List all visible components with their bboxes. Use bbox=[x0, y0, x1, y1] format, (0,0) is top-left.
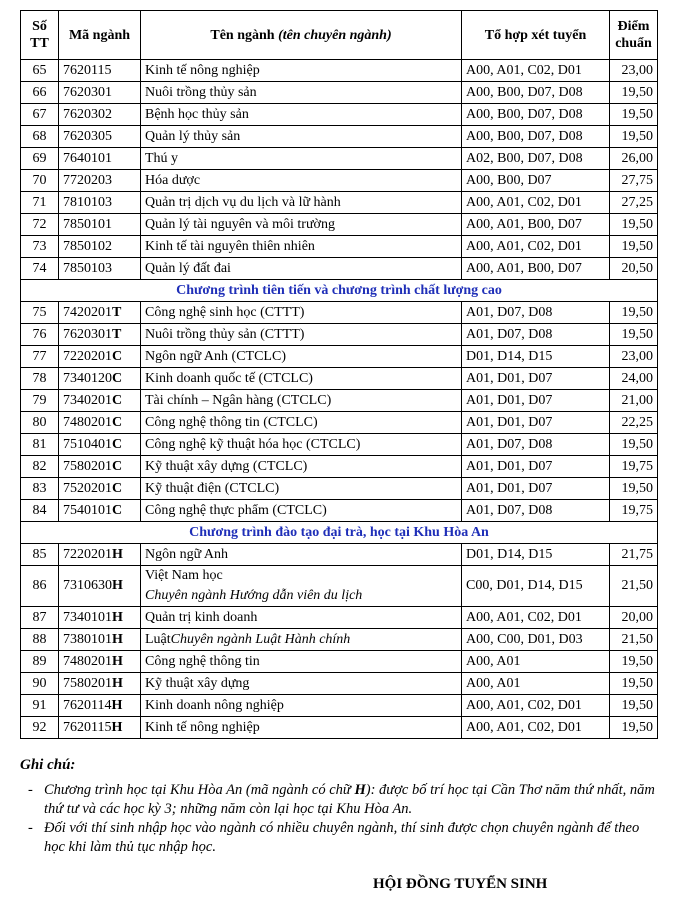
table-row bbox=[21, 346, 658, 368]
cell-combo: A00, B00, D07 bbox=[462, 170, 610, 192]
cell-stt: 83 bbox=[21, 478, 59, 500]
cell-code: 7580201C bbox=[59, 456, 141, 478]
cell-combo: A01, D01, D07 bbox=[462, 390, 610, 412]
header-name: Tên ngành (tên chuyên ngành) bbox=[141, 11, 462, 60]
cell-stt: 67 bbox=[21, 104, 59, 126]
table-row bbox=[21, 566, 658, 607]
cell-name: Kinh tế nông nghiệp bbox=[141, 60, 462, 82]
table-row bbox=[21, 126, 658, 148]
cell-combo: A01, D01, D07 bbox=[462, 368, 610, 390]
cell-name: Kinh doanh nông nghiệp bbox=[141, 695, 462, 717]
header-score: Điểm chuẩn bbox=[610, 11, 658, 60]
cell-code: 7480201H bbox=[59, 651, 141, 673]
cell-name: Công nghệ kỹ thuật hóa học (CTCLC) bbox=[141, 434, 462, 456]
header-combo: Tổ hợp xét tuyển bbox=[462, 11, 610, 60]
table-body-section-b bbox=[21, 280, 658, 302]
table-row bbox=[21, 368, 658, 390]
cell-score: 19,50 bbox=[610, 717, 658, 739]
cell-score: 19,50 bbox=[610, 434, 658, 456]
cell-score: 27,25 bbox=[610, 192, 658, 214]
notes-heading: Ghi chú: bbox=[20, 757, 76, 773]
cell-stt: 73 bbox=[21, 236, 59, 258]
cell-stt: 75 bbox=[21, 302, 59, 324]
cell-combo: A00, C00, D01, D03 bbox=[462, 629, 610, 651]
cell-score: 19,75 bbox=[610, 500, 658, 522]
cell-score: 26,00 bbox=[610, 148, 658, 170]
cell-stt: 82 bbox=[21, 456, 59, 478]
cell-stt: 85 bbox=[21, 544, 59, 566]
cell-score: 19,50 bbox=[610, 82, 658, 104]
cell-combo: A00, B00, D07, D08 bbox=[462, 104, 610, 126]
cell-code: 7850102 bbox=[59, 236, 141, 258]
table-body-section-c bbox=[21, 522, 658, 651]
cell-score: 21,50 bbox=[610, 566, 658, 607]
cell-stt: 66 bbox=[21, 82, 59, 104]
table-row bbox=[21, 192, 658, 214]
table-body-hoa-an bbox=[21, 651, 658, 739]
cell-score: 19,50 bbox=[610, 673, 658, 695]
cell-code: 7620302 bbox=[59, 104, 141, 126]
cell-stt: 72 bbox=[21, 214, 59, 236]
table-row bbox=[21, 695, 658, 717]
cell-stt: 91 bbox=[21, 695, 59, 717]
cell-stt: 79 bbox=[21, 390, 59, 412]
cell-combo: A00, A01, C02, D01 bbox=[462, 236, 610, 258]
cell-code: 7620301 bbox=[59, 82, 141, 104]
cell-score: 20,50 bbox=[610, 258, 658, 280]
table-row bbox=[21, 148, 658, 170]
cell-score: 20,00 bbox=[610, 607, 658, 629]
cell-combo: A00, A01, C02, D01 bbox=[462, 717, 610, 739]
notes-list bbox=[28, 781, 658, 857]
cell-stt: 90 bbox=[21, 673, 59, 695]
cell-combo: A01, D07, D08 bbox=[462, 500, 610, 522]
cell-score: 19,50 bbox=[610, 302, 658, 324]
table-row bbox=[21, 258, 658, 280]
cell-code: 7810103 bbox=[59, 192, 141, 214]
cell-score: 19,50 bbox=[610, 236, 658, 258]
table-row bbox=[21, 629, 658, 651]
cell-code: 7540101C bbox=[59, 500, 141, 522]
cell-code: 7340120C bbox=[59, 368, 141, 390]
cell-code: 7340101H bbox=[59, 607, 141, 629]
cell-combo: A00, A01, C02, D01 bbox=[462, 60, 610, 82]
table-row bbox=[21, 673, 658, 695]
cell-score: 23,00 bbox=[610, 346, 658, 368]
cell-combo: A00, A01 bbox=[462, 673, 610, 695]
cell-code: 7580201H bbox=[59, 673, 141, 695]
cell-name: Kinh doanh quốc tế (CTCLC) bbox=[141, 368, 462, 390]
cell-code: 7620115H bbox=[59, 717, 141, 739]
cell-stt: 68 bbox=[21, 126, 59, 148]
cell-name: Thú y bbox=[141, 148, 462, 170]
note-item: - Đối với thí sinh nhập học vào ngành có nhiều chuyên ngành, thí sinh được chọn chuyên ngành để theo học khi làm thủ tục nhập học. bbox=[28, 820, 640, 855]
cell-stt: 84 bbox=[21, 500, 59, 522]
admission-score-table bbox=[20, 10, 658, 739]
cell-stt: 80 bbox=[21, 412, 59, 434]
cell-stt: 88 bbox=[21, 629, 59, 651]
table-row bbox=[21, 478, 658, 500]
cell-score: 19,50 bbox=[610, 104, 658, 126]
cell-stt: 78 bbox=[21, 368, 59, 390]
cell-code: 7640101 bbox=[59, 148, 141, 170]
cell-score: 21,75 bbox=[610, 544, 658, 566]
cell-name: Công nghệ thông tin bbox=[141, 651, 462, 673]
cell-score: 21,50 bbox=[610, 629, 658, 651]
cell-score: 19,50 bbox=[610, 651, 658, 673]
cell-code: 7620301T bbox=[59, 324, 141, 346]
cell-name: Quản trị kinh doanh bbox=[141, 607, 462, 629]
cell-code: 7220201C bbox=[59, 346, 141, 368]
cell-combo: A01, D01, D07 bbox=[462, 412, 610, 434]
cell-combo: A01, D07, D08 bbox=[462, 324, 610, 346]
cell-stt: 92 bbox=[21, 717, 59, 739]
table-header-row bbox=[21, 11, 658, 60]
cell-stt: 87 bbox=[21, 607, 59, 629]
cell-name: Ngôn ngữ Anh bbox=[141, 544, 462, 566]
cell-combo: A00, B00, D07, D08 bbox=[462, 82, 610, 104]
cell-code: 7850101 bbox=[59, 214, 141, 236]
cell-combo: A00, A01, C02, D01 bbox=[462, 192, 610, 214]
cell-combo: A00, A01, B00, D07 bbox=[462, 214, 610, 236]
section-title-hoa-an: Chương trình đào tạo đại trà, học tại Khu Hòa An bbox=[21, 522, 658, 544]
table-row bbox=[21, 456, 658, 478]
cell-code: 7620115 bbox=[59, 60, 141, 82]
cell-score: 23,00 bbox=[610, 60, 658, 82]
table-row bbox=[21, 390, 658, 412]
cell-name: Kinh tế tài nguyên thiên nhiên bbox=[141, 236, 462, 258]
cell-combo: A01, D07, D08 bbox=[462, 434, 610, 456]
header-stt: Số TT bbox=[21, 11, 59, 60]
cell-name: Kinh tế nông nghiệp bbox=[141, 717, 462, 739]
table-row bbox=[21, 434, 658, 456]
table-row bbox=[21, 302, 658, 324]
cell-name: Công nghệ thực phẩm (CTCLC) bbox=[141, 500, 462, 522]
note-dash: - bbox=[28, 782, 33, 798]
cell-stt: 76 bbox=[21, 324, 59, 346]
cell-code: 7220201H bbox=[59, 544, 141, 566]
cell-name: Bệnh học thủy sản bbox=[141, 104, 462, 126]
table-row bbox=[21, 544, 658, 566]
table-row bbox=[21, 82, 658, 104]
cell-stt: 89 bbox=[21, 651, 59, 673]
cell-score: 27,75 bbox=[610, 170, 658, 192]
cell-name: Công nghệ thông tin (CTCLC) bbox=[141, 412, 462, 434]
cell-name: Nuôi trồng thủy sản (CTTT) bbox=[141, 324, 462, 346]
cell-stt: 74 bbox=[21, 258, 59, 280]
section-row bbox=[21, 280, 658, 302]
cell-combo: A00, A01 bbox=[462, 651, 610, 673]
cell-combo: A00, A01, B00, D07 bbox=[462, 258, 610, 280]
table-row bbox=[21, 170, 658, 192]
cell-combo: D01, D14, D15 bbox=[462, 544, 610, 566]
cell-combo: A00, A01, C02, D01 bbox=[462, 695, 610, 717]
table-row bbox=[21, 60, 658, 82]
cell-combo: A00, B00, D07, D08 bbox=[462, 126, 610, 148]
cell-name: LuậtChuyên ngành Luật Hành chính bbox=[141, 629, 462, 651]
table-body-standard bbox=[21, 60, 658, 280]
table-row bbox=[21, 104, 658, 126]
cell-name: Hóa dược bbox=[141, 170, 462, 192]
cell-code: 7620114H bbox=[59, 695, 141, 717]
cell-combo: A00, A01, C02, D01 bbox=[462, 607, 610, 629]
table-row bbox=[21, 717, 658, 739]
cell-stt: 65 bbox=[21, 60, 59, 82]
cell-name: Công nghệ sinh học (CTTT) bbox=[141, 302, 462, 324]
specialization: Chuyên ngành Hướng dẫn viên du lịch bbox=[145, 588, 363, 603]
table-row bbox=[21, 500, 658, 522]
cell-stt: 81 bbox=[21, 434, 59, 456]
cell-stt: 71 bbox=[21, 192, 59, 214]
cell-code: 7340201C bbox=[59, 390, 141, 412]
table-row bbox=[21, 214, 658, 236]
cell-combo: A01, D07, D08 bbox=[462, 302, 610, 324]
specialization: Chuyên ngành Luật Hành chính bbox=[170, 631, 351, 647]
table-row bbox=[21, 324, 658, 346]
table-row bbox=[21, 651, 658, 673]
signature-council: HỘI ĐỒNG TUYỂN SINH bbox=[373, 876, 548, 892]
cell-code: 7310630H bbox=[59, 566, 141, 607]
cell-code: 7520201C bbox=[59, 478, 141, 500]
cell-name: Nuôi trồng thủy sản bbox=[141, 82, 462, 104]
table-body-advanced bbox=[21, 302, 658, 522]
cell-code: 7420201T bbox=[59, 302, 141, 324]
cell-code: 7380101H bbox=[59, 629, 141, 651]
cell-score: 19,50 bbox=[610, 324, 658, 346]
table-row bbox=[21, 412, 658, 434]
cell-name: Quản lý tài nguyên và môi trường bbox=[141, 214, 462, 236]
cell-name: Kỹ thuật xây dựng bbox=[141, 673, 462, 695]
note-item: - Chương trình học tại Khu Hòa An (mã ngành có chữ H): được bố trí học tại Cần Thơ năm thứ nhất, năm thứ tư và các học kỳ 3; những năm còn lại học tại Khu Hòa An. bbox=[28, 782, 655, 817]
cell-code: 7510401C bbox=[59, 434, 141, 456]
table-row bbox=[21, 236, 658, 258]
section-row bbox=[21, 522, 658, 544]
cell-name: Kỹ thuật điện (CTCLC) bbox=[141, 478, 462, 500]
cell-score: 19,50 bbox=[610, 478, 658, 500]
cell-name: Kỹ thuật xây dựng (CTCLC) bbox=[141, 456, 462, 478]
cell-combo: A02, B00, D07, D08 bbox=[462, 148, 610, 170]
cell-score: 19,50 bbox=[610, 214, 658, 236]
cell-stt: 69 bbox=[21, 148, 59, 170]
cell-score: 21,00 bbox=[610, 390, 658, 412]
header-code: Mã ngành bbox=[59, 11, 141, 60]
cell-stt: 86 bbox=[21, 566, 59, 607]
note-dash: - bbox=[28, 820, 33, 836]
cell-combo: D01, D14, D15 bbox=[462, 346, 610, 368]
cell-score: 24,00 bbox=[610, 368, 658, 390]
cell-score: 19,75 bbox=[610, 456, 658, 478]
cell-score: 19,50 bbox=[610, 695, 658, 717]
cell-combo: A01, D01, D07 bbox=[462, 478, 610, 500]
cell-score: 22,25 bbox=[610, 412, 658, 434]
cell-score: 19,50 bbox=[610, 126, 658, 148]
cell-code: 7620305 bbox=[59, 126, 141, 148]
cell-name: Việt Nam học Chuyên ngành Hướng dẫn viên du lịch bbox=[141, 566, 462, 607]
section-title-advanced: Chương trình tiên tiến và chương trình chất lượng cao bbox=[21, 280, 658, 302]
cell-code: 7850103 bbox=[59, 258, 141, 280]
cell-code: 7720203 bbox=[59, 170, 141, 192]
cell-name: Quản lý đất đai bbox=[141, 258, 462, 280]
cell-combo: C00, D01, D14, D15 bbox=[462, 566, 610, 607]
table-row bbox=[21, 607, 658, 629]
cell-name: Tài chính – Ngân hàng (CTCLC) bbox=[141, 390, 462, 412]
cell-stt: 70 bbox=[21, 170, 59, 192]
cell-stt: 77 bbox=[21, 346, 59, 368]
cell-code: 7480201C bbox=[59, 412, 141, 434]
cell-combo: A01, D01, D07 bbox=[462, 456, 610, 478]
cell-name: Quản lý thủy sản bbox=[141, 126, 462, 148]
cell-name: Ngôn ngữ Anh (CTCLC) bbox=[141, 346, 462, 368]
cell-name: Quản trị dịch vụ du lịch và lữ hành bbox=[141, 192, 462, 214]
